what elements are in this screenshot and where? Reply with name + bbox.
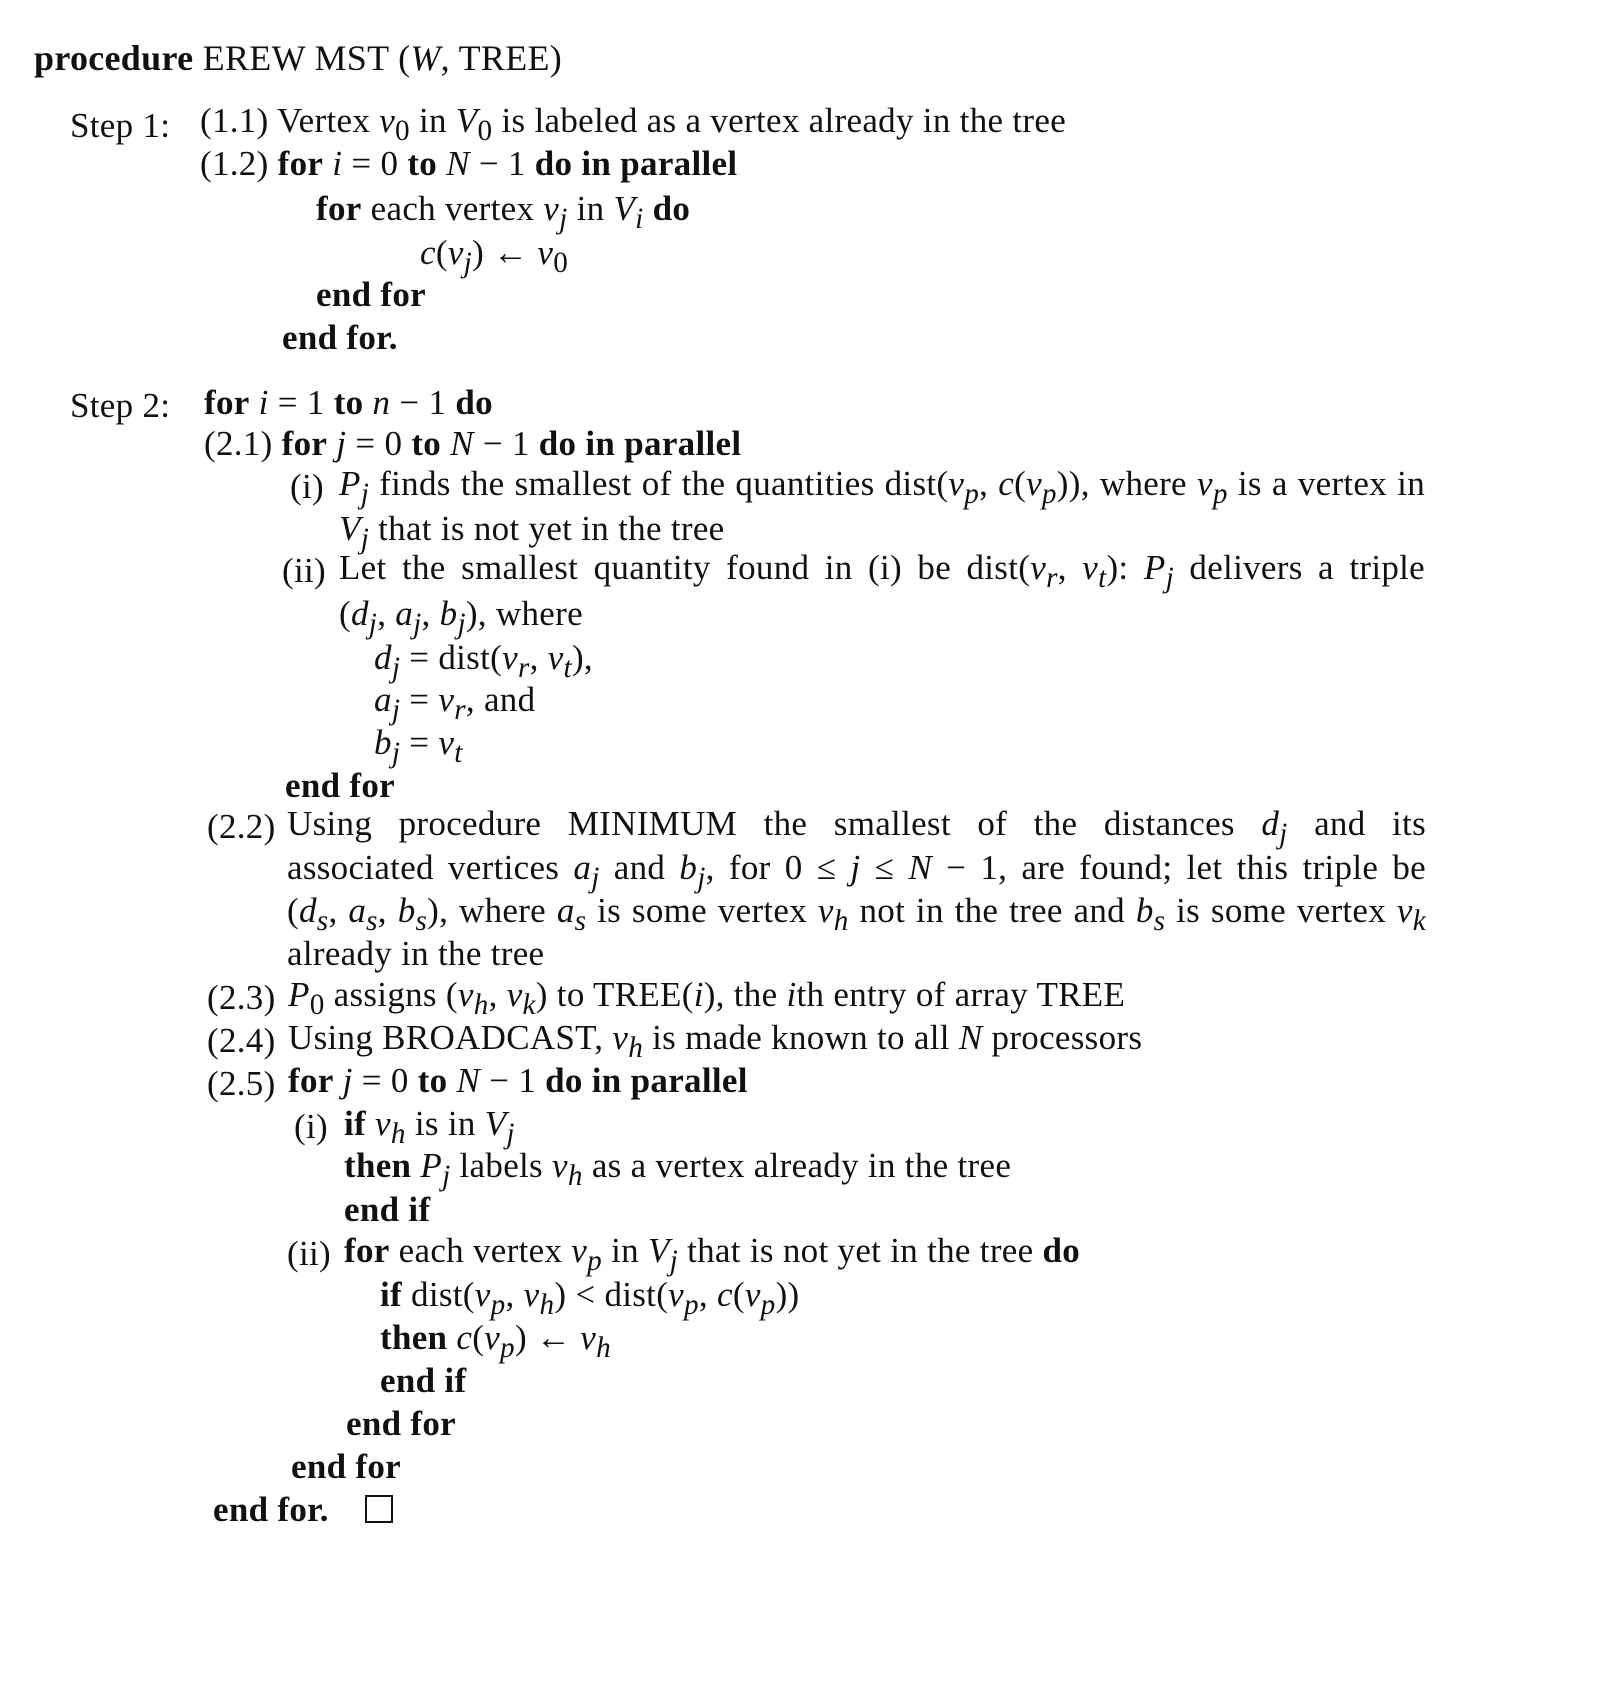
step1-1-line: (1.1) Vertex $v_0$ in $V_0$ is labeled as a vertex already in the tree: [200, 101, 1067, 147]
step2-5-if: if $v_h$ is in $V_j$: [344, 1104, 515, 1150]
step2-5-num: (2.5): [207, 1064, 276, 1103]
step1-end-for: end for.: [282, 318, 398, 357]
step2-5-end-if-inner: end if: [380, 1361, 467, 1400]
step2-1-ii-line1: Let the smallest quantity found in (i) be $dist(v_r$, $v_t$): $P_j$ delivers a triple: [339, 548, 1425, 594]
step2-5-end-if: end if: [344, 1190, 431, 1229]
step1-end-for-inner: end for: [316, 275, 427, 314]
step1-inner-for: for each vertex $v_j$ in $V_i$ do: [316, 189, 691, 235]
step1-label: Step 1:: [70, 106, 171, 145]
step2-1-line: (2.1) for j = 0 to N − 1 do in parallel: [204, 424, 742, 463]
step2-3-num: (2.3): [207, 978, 276, 1017]
step1-assign: $c(v_j)$ ← $v_0$: [420, 233, 569, 279]
dj-definition: $d_j$ = $dist(v_r$, $v_t$),: [374, 638, 593, 684]
step2-5-ii-num: (ii): [287, 1234, 331, 1273]
step2-1-i-line1: $P_j$ finds the smallest of the quantities $dist(v_p$, $c(v_p)$), where $v_p$ is a vertex in: [339, 464, 1426, 510]
step2-3-line: $P_0$ assigns ($v_h$, $v_k$) to TREE(i), the ith entry of array TREE: [288, 975, 1126, 1021]
step2-1-i-num: (i): [290, 467, 324, 506]
step2-end-for-final: end for.: [213, 1490, 393, 1530]
step2-5-i-num: (i): [294, 1107, 328, 1146]
step2-2-line3: ($d_s$, $a_s$, $b_s$), where $a_s$ is some vertex $v_h$ not in the tree and $b_s$ is some vertex $v_k$: [287, 891, 1426, 937]
step2-5-line: for j = 0 to N − 1 do in parallel: [288, 1061, 748, 1100]
step2-5-if-dist: if $dist(v_p$, $v_h$) < $dist(v_p$, $c(v_p)$): [380, 1275, 800, 1321]
aj-definition: $a_j = v_r$, and: [374, 680, 536, 726]
step2-5-for-each: for each vertex $v_p$ in $V_j$ that is not yet in the tree do: [344, 1231, 1081, 1277]
procedure-heading: procedure EREW MST (W, TREE): [34, 38, 563, 78]
step2-5-end-for-inner: end for: [346, 1404, 457, 1443]
step2-2-line2: associated vertices $a_j$ and $b_j$, for 0 ≤ j ≤ N − 1, are found; let this triple be: [287, 848, 1427, 894]
step2-2-line1: Using procedure MINIMUM the smallest of the distances $d_j$ and its: [287, 804, 1426, 850]
step2-1-end-for: end for: [285, 766, 396, 805]
step2-loop: for i = 1 to n − 1 do: [204, 383, 493, 422]
step2-5-then: then $P_j$ labels $v_h$ as a vertex already in the tree: [344, 1146, 1012, 1192]
step2-4-num: (2.4): [207, 1021, 276, 1060]
step1-2-line: (1.2) for i = 0 to N − 1 do in parallel: [200, 144, 738, 183]
step2-4-line: Using BROADCAST, $v_h$ is made known to all N processors: [288, 1018, 1143, 1064]
step2-5-end-for-outer: end for: [291, 1447, 402, 1486]
step2-2-line4: already in the tree: [287, 934, 545, 973]
step2-1-i-line2: $V_j$ that is not yet in the tree: [339, 509, 725, 555]
end-of-proof-box-icon: [365, 1495, 393, 1523]
bj-definition: $b_j = v_t$: [374, 723, 463, 769]
step2-1-ii-line2: ($d_j$, $a_j$, $b_j$), where: [339, 594, 583, 640]
step2-label: Step 2:: [70, 386, 171, 425]
step2-1-ii-num: (ii): [282, 551, 326, 590]
step2-5-then-assign: then $c(v_p)$ ← $v_h$: [380, 1318, 612, 1364]
step2-2-num: (2.2): [207, 807, 276, 846]
